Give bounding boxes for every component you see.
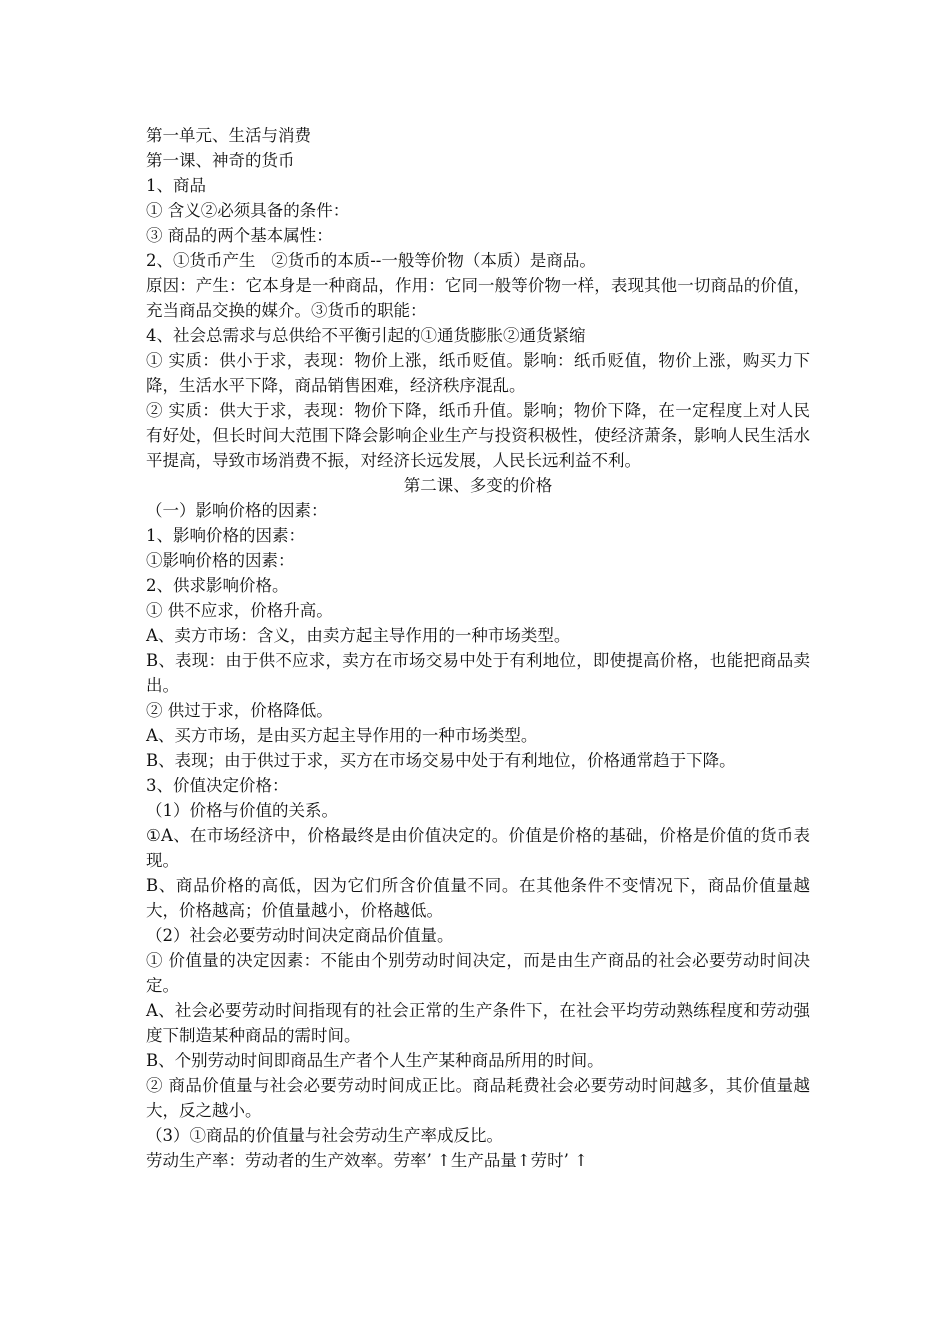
- text-paragraph: B、表现：由于供不应求，卖方在市场交易中处于有利地位，即使提高价格，也能把商品卖出。: [146, 651, 810, 695]
- lesson-title: 第二课、多变的价格: [403, 476, 553, 495]
- subsection-heading: （2）社会必要劳动时间决定商品价值量。: [146, 926, 454, 945]
- text-line: B、表现；由于供过于求，买方在市场交易中处于有利地位，价格通常趋于下降。: [146, 751, 736, 770]
- section-heading: 2、①货币产生 ②货币的本质--一般等价物（本质）是商品。: [146, 251, 596, 270]
- text-line: ① 供不应求，价格升高。: [146, 601, 333, 620]
- unit-title: 第一单元、生活与消费: [146, 126, 311, 145]
- text-line: A、卖方市场：含义，由卖方起主导作用的一种市场类型。: [146, 626, 571, 645]
- section-heading: 2、供求影响价格。: [146, 576, 289, 595]
- section-heading: 4、社会总需求与总供给不平衡引起的①通货膨胀②通货紧缩: [146, 326, 586, 345]
- text-line: ③ 商品的两个基本属性：: [146, 226, 333, 245]
- text-paragraph: ① 实质：供小于求，表现：物价上涨，纸币贬值。影响：纸币贬值，物价上涨，购买力下降，生活水平下降，商品销售困难，经济秩序混乱。: [146, 351, 810, 395]
- section-heading: 1、影响价格的因素：: [146, 526, 305, 545]
- text-line: 劳动生产率：劳动者的生产效率。劳率’ ↑生产品量↑劳时’ ↑: [146, 1151, 588, 1170]
- text-paragraph: ② 实质：供大于求，表现：物价下降，纸币升值。影响；物价下降，在一定程度上对人民有好处，但长时间大范围下降会影响企业生产与投资积极性，使经济萧条，影响人民生活水平提高，导致市场消费不振，对经济长远发展，人民长远利益不利。: [146, 401, 810, 470]
- section-heading: 1、商品: [146, 176, 206, 195]
- lesson-title: 第一课、神奇的货币: [146, 151, 295, 170]
- text-line: ② 供过于求，价格降低。: [146, 701, 333, 720]
- text-paragraph: 原因：产生：它本身是一种商品，作用：它同一般等价物一样，表现其他一切商品的价值，充当商品交换的媒介。③货币的职能：: [146, 276, 810, 320]
- text-line: ①影响价格的因素：: [146, 551, 295, 570]
- text-paragraph: A、社会必要劳动时间指现有的社会正常的生产条件下，在社会平均劳动熟练程度和劳动强度下制造某种商品的需时间。: [146, 1001, 810, 1045]
- section-heading: （一）影响价格的因素：: [146, 501, 328, 520]
- text-paragraph: B、商品价格的高低，因为它们所含价值量不同。在其他条件不变情况下，商品价值量越大，价格越高；价值量越小，价格越低。: [146, 876, 810, 920]
- subsection-heading: （1）价格与价值的关系。: [146, 801, 338, 820]
- section-heading: 3、价值决定价格：: [146, 776, 289, 795]
- text-paragraph: ② 商品价值量与社会必要劳动时间成正比。商品耗费社会必要劳动时间越多，其价值量越大，反之越小。: [146, 1076, 810, 1120]
- text-line: B、个别劳动时间即商品生产者个人生产某种商品所用的时间。: [146, 1051, 604, 1070]
- document-body: [146, 123, 810, 1173]
- subsection-heading: （3）①商品的价值量与社会劳动生产率成反比。: [146, 1126, 503, 1145]
- text-line: A、买方市场，是由买方起主导作用的一种市场类型。: [146, 726, 538, 745]
- text-paragraph: ①A、在市场经济中，价格最终是由价值决定的。价值是价格的基础，价格是价值的货币表现。: [146, 826, 810, 870]
- text-paragraph: ① 价值量的决定因素：不能由个别劳动时间决定，而是由生产商品的社会必要劳动时间决定。: [146, 951, 810, 995]
- text-line: ① 含义②必须具备的条件：: [146, 201, 350, 220]
